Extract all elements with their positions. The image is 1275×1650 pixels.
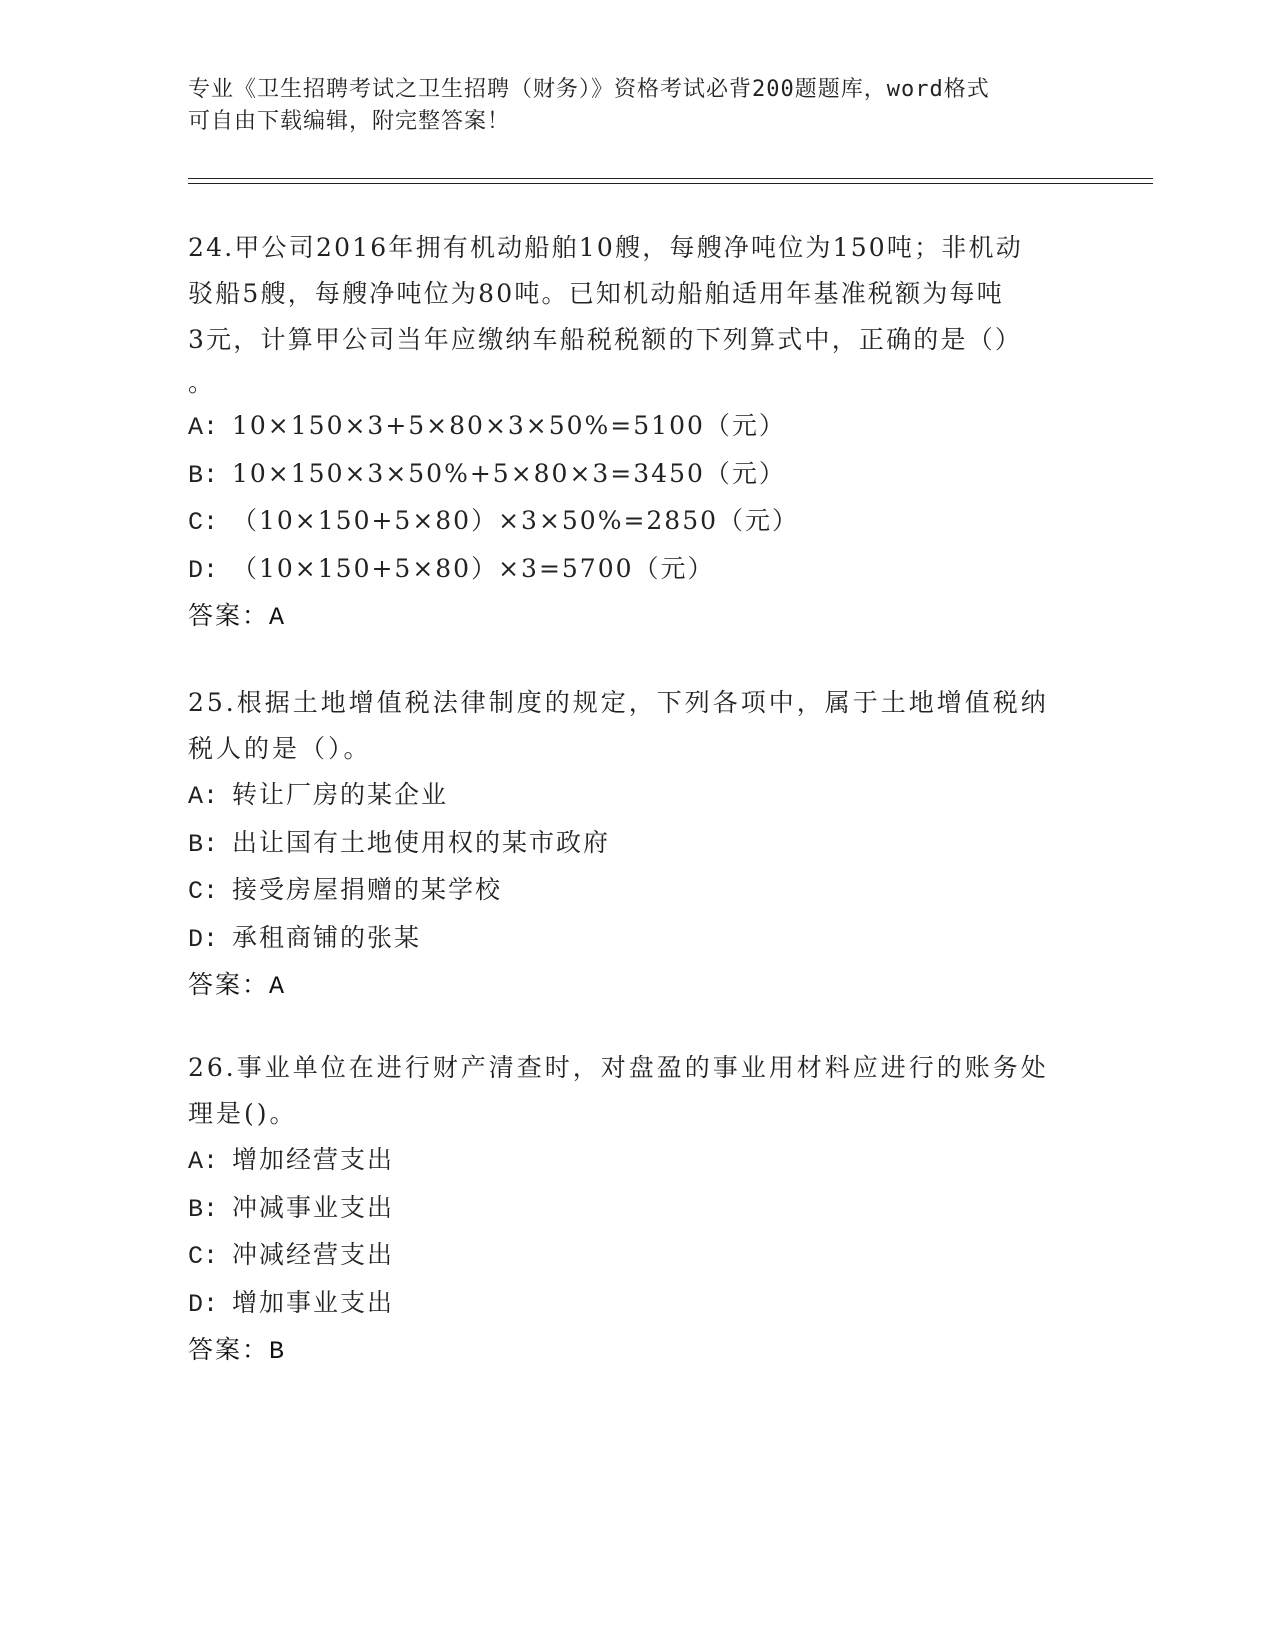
question-stem-line: 25.根据土地增值税法律制度的规定，下列各项中，属于土地增值税纳 xyxy=(188,688,1049,717)
option-text: 增加事业支出 xyxy=(232,1287,395,1317)
question-stem-line: 3元，计算甲公司当年应缴纳车船税税额的下列算式中，正确的是（） xyxy=(188,325,1023,354)
answer-label: 答案： xyxy=(188,601,270,630)
question-25 xyxy=(188,680,1078,1010)
option-key: A: xyxy=(188,1147,219,1176)
option-key: B: xyxy=(188,460,219,490)
option-a xyxy=(188,772,1078,820)
option-d xyxy=(188,915,1078,963)
question-stem-line: 24.甲公司2016年拥有机动船舶10艘，每艘净吨位为150吨；非机动 xyxy=(188,233,1023,262)
answer-line xyxy=(188,1327,1078,1375)
option-text: 转让厂房的某企业 xyxy=(232,780,449,809)
option-d xyxy=(188,546,1078,594)
answer-value: B xyxy=(269,1337,287,1366)
option-text: （10×150+5×80）×3=5700（元） xyxy=(232,553,715,583)
option-key: A: xyxy=(188,782,219,811)
header-divider-top xyxy=(188,178,1153,179)
option-text: 承租商铺的张某 xyxy=(232,922,422,952)
option-text: 10×150×3+5×80×3×50%=5100（元） xyxy=(232,411,786,440)
answer-value: A xyxy=(269,972,287,1001)
option-b xyxy=(188,1185,1078,1233)
option-text: 冲减经营支出 xyxy=(232,1240,395,1269)
option-key: A: xyxy=(188,413,219,442)
question-26 xyxy=(188,1045,1078,1375)
option-key: D: xyxy=(188,1289,219,1319)
option-key: B: xyxy=(188,829,219,859)
document-header xyxy=(188,74,1068,138)
answer-line xyxy=(188,962,1078,1010)
option-d xyxy=(188,1280,1078,1328)
option-key: D: xyxy=(188,924,219,954)
option-key: D: xyxy=(188,555,219,585)
question-stem-line: 26.事业单位在进行财产清查时，对盘盈的事业用材料应进行的账务处 xyxy=(188,1053,1049,1082)
option-key: C: xyxy=(188,508,219,537)
option-text: 出让国有土地使用权的某市政府 xyxy=(232,827,611,857)
question-stem-line: 理是()。 xyxy=(188,1099,298,1128)
option-key: B: xyxy=(188,1194,219,1224)
option-c xyxy=(188,867,1078,915)
header-line-2: 可自由下载编辑，附完整答案！ xyxy=(188,109,511,134)
option-b xyxy=(188,451,1078,499)
option-text: （10×150+5×80）×3×50%=2850（元） xyxy=(232,506,800,535)
option-b xyxy=(188,820,1078,868)
answer-value: A xyxy=(269,603,287,632)
question-stem-line: 。 xyxy=(188,368,216,397)
header-divider-bottom xyxy=(188,183,1153,184)
option-text: 冲减事业支出 xyxy=(232,1192,395,1222)
option-text: 增加经营支出 xyxy=(232,1145,395,1174)
option-key: C: xyxy=(188,877,219,906)
option-a xyxy=(188,403,1078,451)
option-c xyxy=(188,498,1078,546)
question-24 xyxy=(188,225,1078,641)
question-stem-line: 税人的是（）。 xyxy=(188,734,372,763)
header-line-1: 专业《卫生招聘考试之卫生招聘（财务）》资格考试必背200题题库，word格式 xyxy=(188,77,990,102)
answer-label: 答案： xyxy=(188,1335,270,1364)
option-key: C: xyxy=(188,1242,219,1271)
answer-line xyxy=(188,593,1078,641)
answer-label: 答案： xyxy=(188,970,270,999)
option-text: 接受房屋捐赠的某学校 xyxy=(232,875,503,904)
option-c xyxy=(188,1232,1078,1280)
option-text: 10×150×3×50%+5×80×3=3450（元） xyxy=(232,458,786,488)
option-a xyxy=(188,1137,1078,1185)
question-stem-line: 驳船5艘，每艘净吨位为80吨。已知机动船舶适用年基准税额为每吨 xyxy=(188,279,1004,308)
